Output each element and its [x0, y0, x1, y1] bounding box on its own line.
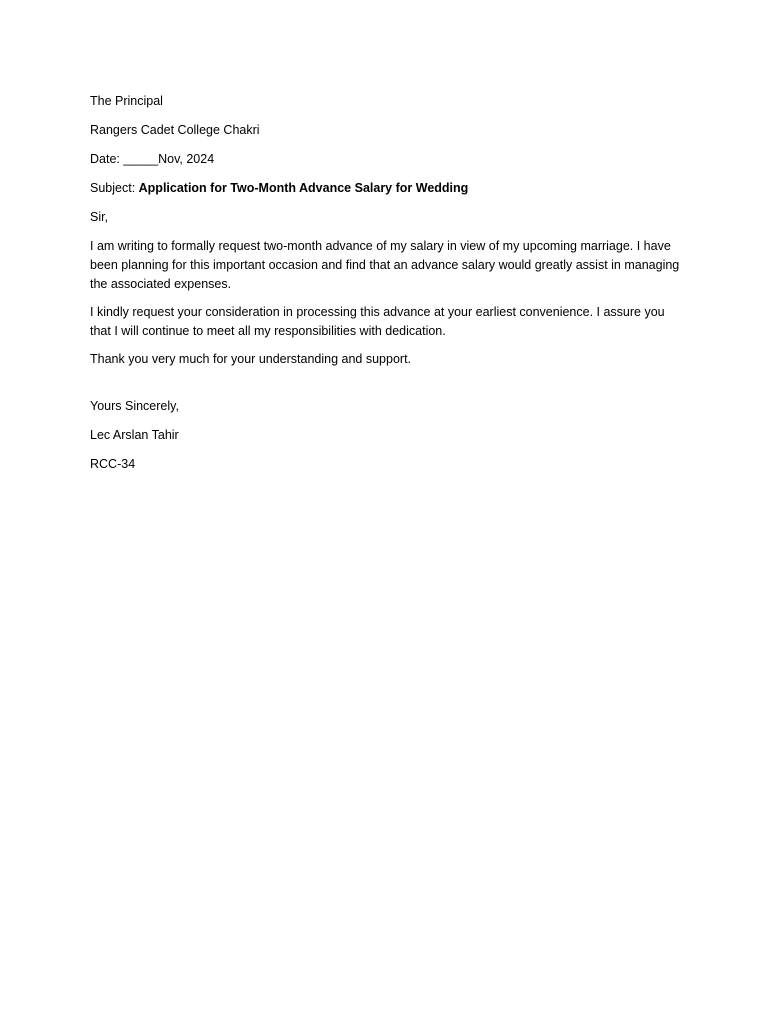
body-paragraph-3: Thank you very much for your understanding and support. [90, 352, 412, 366]
closing: Yours Sincerely, [90, 399, 179, 413]
sender-name: Lec Arslan Tahir [90, 428, 179, 442]
recipient-institution: Rangers Cadet College Chakri [90, 123, 260, 137]
subject-line [90, 179, 680, 198]
spacer [90, 378, 680, 397]
subject-text: Application for Two-Month Advance Salary for Wedding [138, 181, 469, 195]
salutation: Sir, [90, 210, 109, 224]
body-paragraph-2: I kindly request your consideration in processing this advance at your earliest convenience. I assure you that I will continue to meet all my responsibilities with dedication. [90, 305, 665, 338]
letter-date: Date: _____Nov, 2024 [90, 152, 215, 166]
recipient-title: The Principal [90, 94, 163, 108]
letter-body [90, 92, 680, 484]
subject-label: Subject: [90, 181, 139, 195]
body-paragraph-1: I am writing to formally request two-month advance of my salary in view of my upcoming marriage. I have been planning for this important occasion and find that an advance salary would greatly assist in managing the associated expenses. [90, 239, 680, 291]
sender-id: RCC-34 [90, 457, 136, 471]
